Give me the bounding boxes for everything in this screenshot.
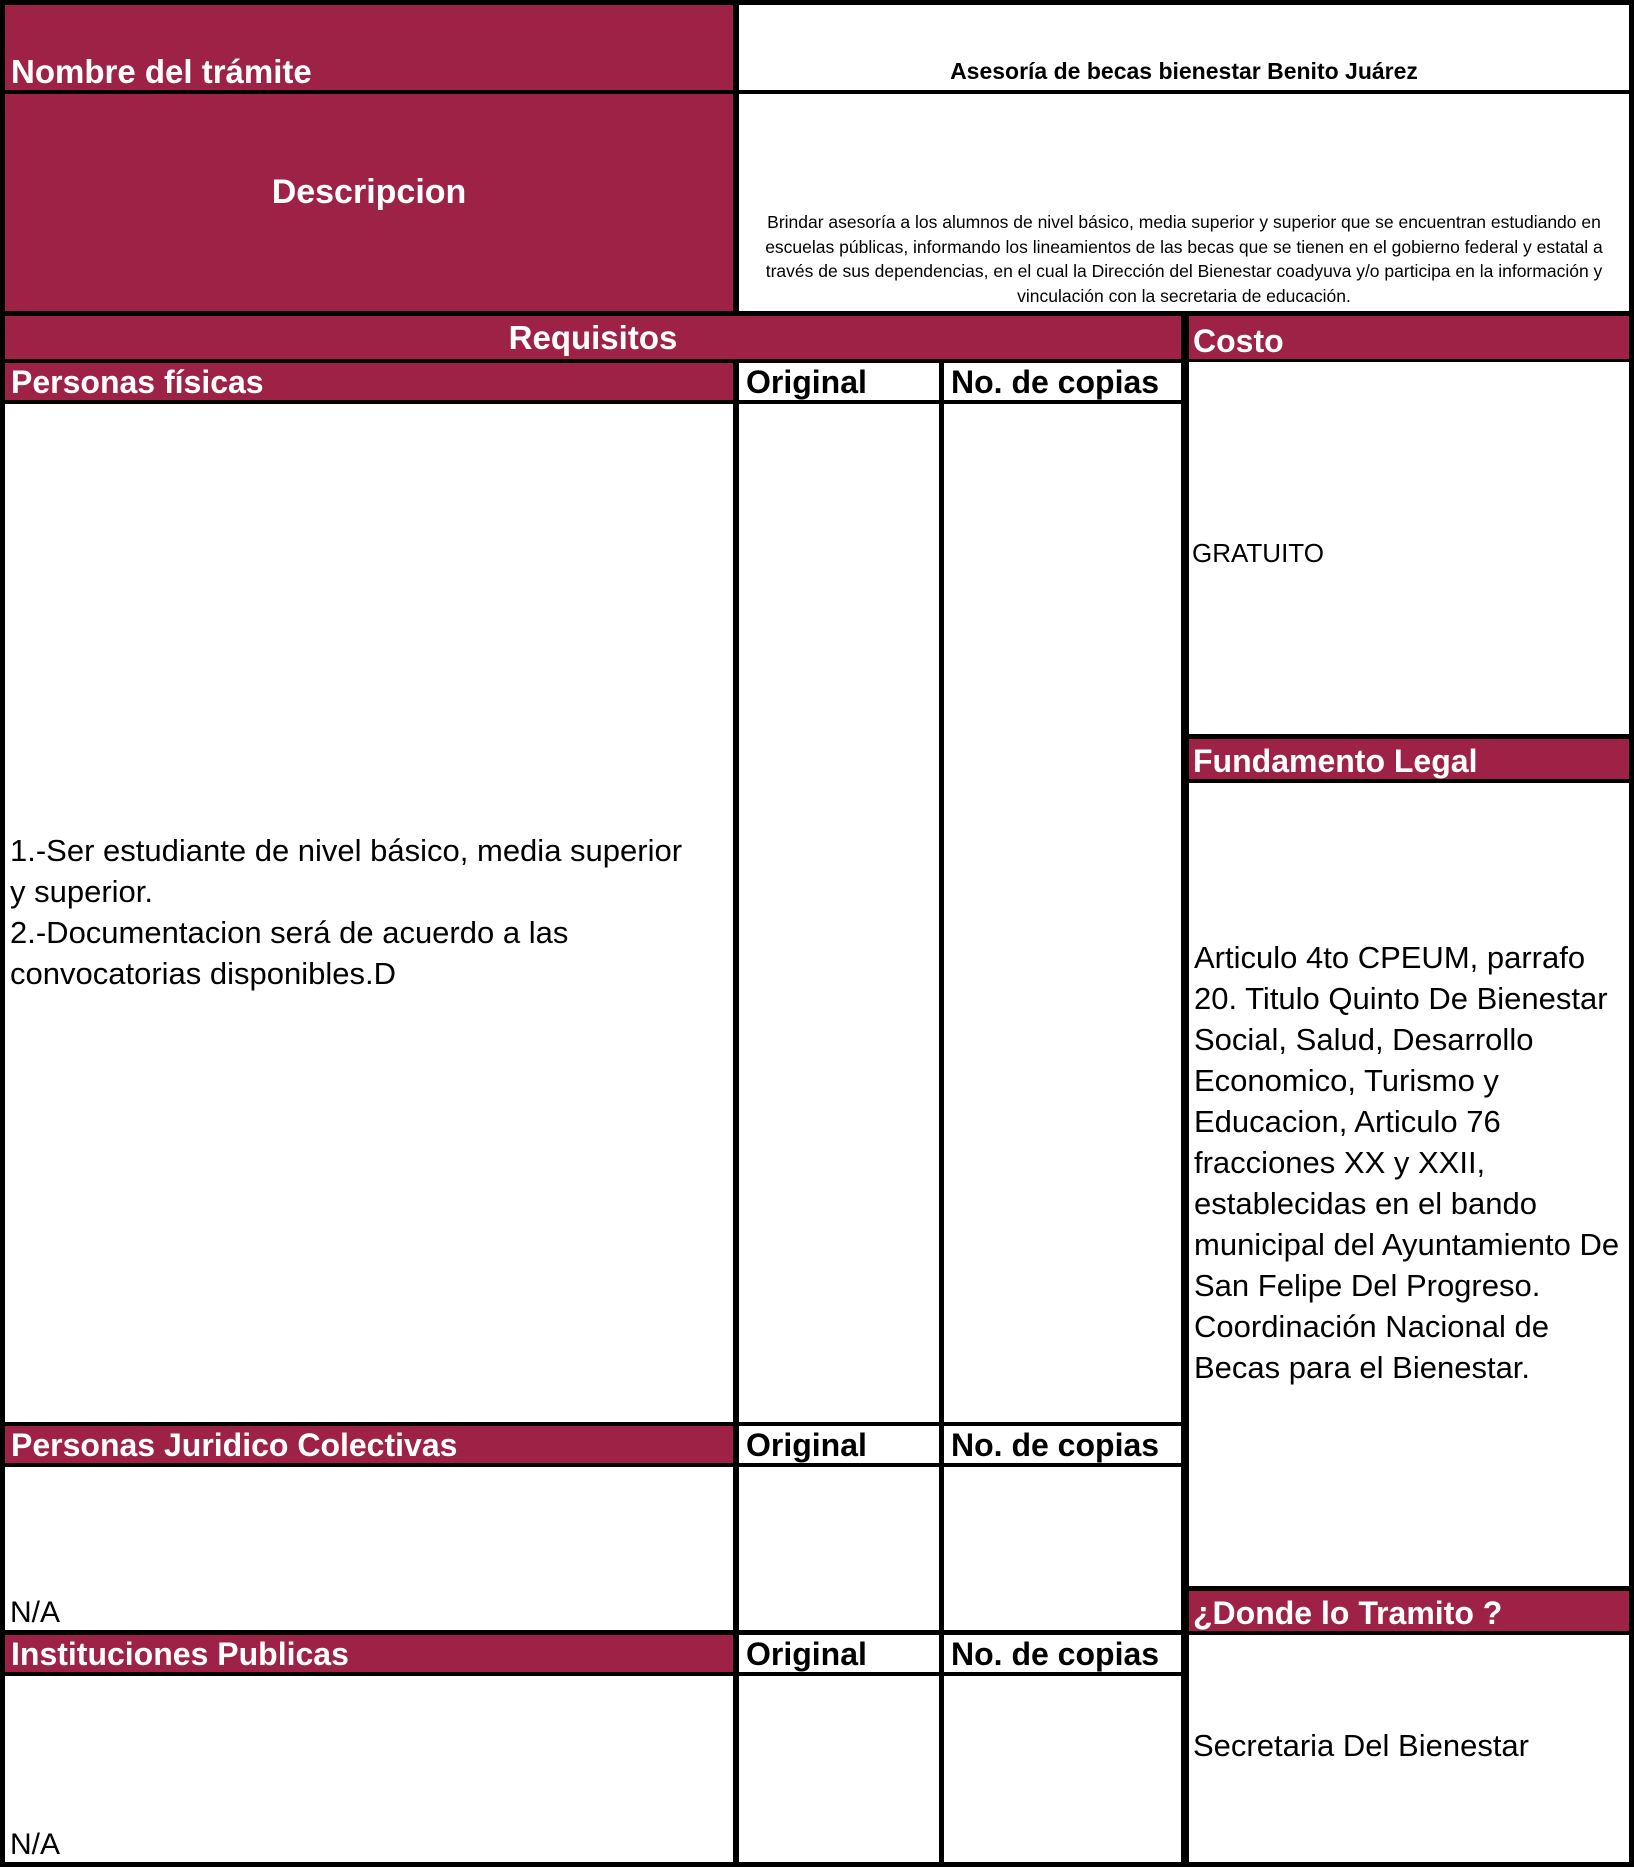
- donde-cell: [1189, 1635, 1629, 1862]
- section-instituciones-header: [5, 1635, 733, 1672]
- original-header: [739, 1635, 939, 1672]
- original-header-text: Original: [746, 1636, 867, 1672]
- requirement-line: convocatorias disponibles.D: [10, 956, 396, 991]
- nombre-label-text: Nombre del trámite: [11, 53, 312, 90]
- copias-header: [944, 1635, 1181, 1672]
- fundamento-cell: [1189, 783, 1629, 1586]
- personas-fisicas-content: [5, 404, 733, 1422]
- original-cell: [739, 1467, 939, 1630]
- na-value: N/A: [10, 1596, 61, 1629]
- original-header-text: Original: [746, 1427, 867, 1463]
- donde-header-text: ¿Donde lo Tramito ?: [1193, 1595, 1503, 1631]
- nombre-value-cell: [739, 5, 1629, 90]
- descripcion-label: [5, 94, 733, 311]
- fundamento-header-text: Fundamento Legal: [1193, 743, 1478, 779]
- copias-header-text: No. de copias: [951, 1636, 1160, 1672]
- copias-header-text: No. de copias: [951, 364, 1160, 400]
- original-header: [739, 363, 939, 400]
- copias-header: [944, 363, 1181, 400]
- copias-header-text: No. de copias: [951, 1427, 1160, 1463]
- requirements-list: [5, 830, 733, 994]
- instituciones-content: [5, 1676, 733, 1862]
- costo-cell: [1189, 362, 1629, 734]
- descripcion-label-text: Descripcion: [271, 173, 467, 211]
- copias-cell: [944, 1467, 1181, 1630]
- section-label: Instituciones Publicas: [11, 1636, 349, 1672]
- descripcion-value-cell: [739, 94, 1629, 311]
- original-header: [739, 1426, 939, 1463]
- donde-header: [1189, 1591, 1629, 1631]
- original-cell: [739, 1676, 939, 1862]
- original-cell: [739, 404, 939, 1422]
- na-value: N/A: [10, 1828, 61, 1861]
- requirement-line: 1.-Ser estudiante de nivel básico, media superior: [10, 833, 683, 868]
- nombre-value: Asesoría de becas bienestar Benito Juárez: [950, 58, 1418, 84]
- section-label: Personas físicas: [11, 364, 264, 400]
- nombre-label: [5, 5, 733, 90]
- descripcion-value: Brindar asesoría a los alumnos de nivel básico, media superior y superior que se encuentran estudiando en escuelas públicas, informando los lineamientos de las becas que se tienen en el gobierno federal y estatal a través de sus dependencias, en el cual la Dirección del Bienestar coadyuva y/o participa en la información y vinculación con la secretaria de educación.: [765, 212, 1603, 306]
- fundamento-header: [1189, 739, 1629, 779]
- copias-cell: [944, 1676, 1181, 1862]
- costo-value: GRATUITO: [1192, 538, 1324, 568]
- fundamento-value: Articulo 4to CPEUM, parrafo 20. Titulo Quinto De Bienestar Social, Salud, Desarrollo Economico, Turismo y Educacion, Articulo 76 fracciones XX y XXII, establecidas en el bando municipal del Ayuntamiento De San Felipe Del Progreso. Coordinación Nacional de Becas para el Bienestar.: [1194, 940, 1620, 1385]
- costo-header-text: Costo: [1193, 323, 1284, 359]
- section-personas-juridico-header: [5, 1426, 733, 1463]
- requirement-line: 2.-Documentacion será de acuerdo a las: [10, 915, 569, 950]
- copias-cell: [944, 404, 1181, 1422]
- requisitos-header: [5, 316, 1181, 359]
- requisitos-header-text: Requisitos: [508, 318, 678, 356]
- section-personas-fisicas-header: [5, 363, 733, 400]
- copias-header: [944, 1426, 1181, 1463]
- personas-juridico-content: [5, 1467, 733, 1630]
- section-label: Personas Juridico Colectivas: [11, 1427, 458, 1463]
- donde-value: Secretaria Del Bienestar: [1193, 1728, 1529, 1763]
- costo-header: [1189, 316, 1629, 359]
- requirement-line: y superior.: [10, 874, 154, 909]
- original-header-text: Original: [746, 364, 867, 400]
